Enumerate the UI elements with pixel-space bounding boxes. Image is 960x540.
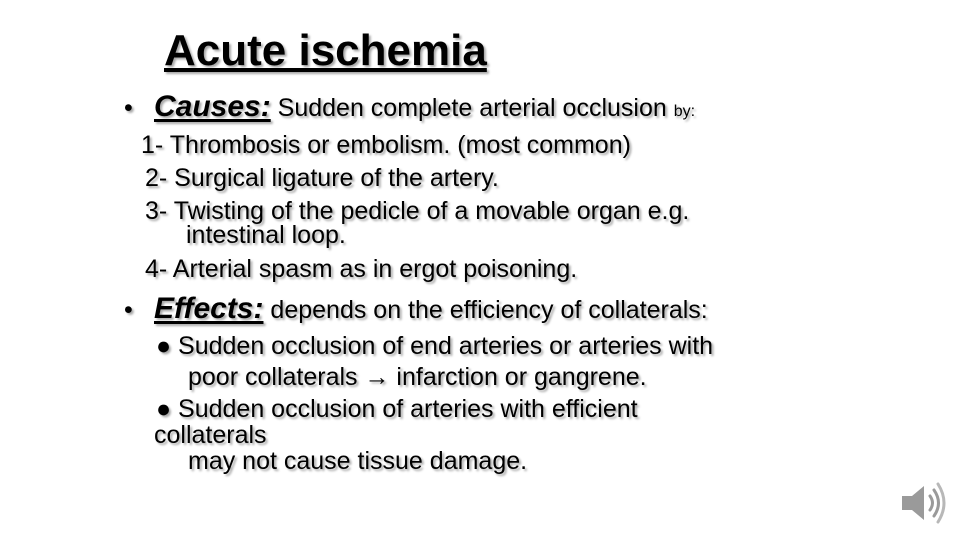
causes-suffix: by: (673, 103, 696, 120)
effect-item-1-continued: poor collaterals → infarction or gangrene. (188, 363, 647, 391)
effect-item-2: ● Sudden occlusion of arteries with efficient (156, 395, 638, 423)
effect-item-2-continued: collaterals (154, 421, 267, 449)
cause-item-4: 4- Arterial spasm as in ergot poisoning. (145, 255, 578, 283)
effect-item-1: ● Sudden occlusion of end arteries or arteries with (156, 332, 714, 360)
cause-item-1: 1- Thrombosis or embolism. (most common) (141, 131, 631, 159)
cause-item-2: 2- Surgical ligature of the artery. (145, 164, 499, 192)
cause-item-3-continued: intestinal loop. (186, 221, 346, 249)
effects-text: depends on the efficiency of collaterals: (263, 296, 708, 324)
speaker-icon[interactable] (898, 478, 948, 528)
bullet: • (124, 94, 133, 122)
slide-title: Acute ischemia (164, 26, 487, 75)
bullet: • (124, 296, 133, 324)
causes-text: Sudden complete arterial occlusion (270, 94, 674, 122)
cause-item-3: 3- Twisting of the pedicle of a movable organ e.g. (145, 197, 690, 225)
causes-heading: Causes: (154, 90, 271, 123)
causes-line (124, 92, 695, 127)
effects-heading: Effects: (154, 292, 264, 325)
effects-line (124, 294, 708, 325)
effect-item-2-end: may not cause tissue damage. (188, 447, 528, 475)
